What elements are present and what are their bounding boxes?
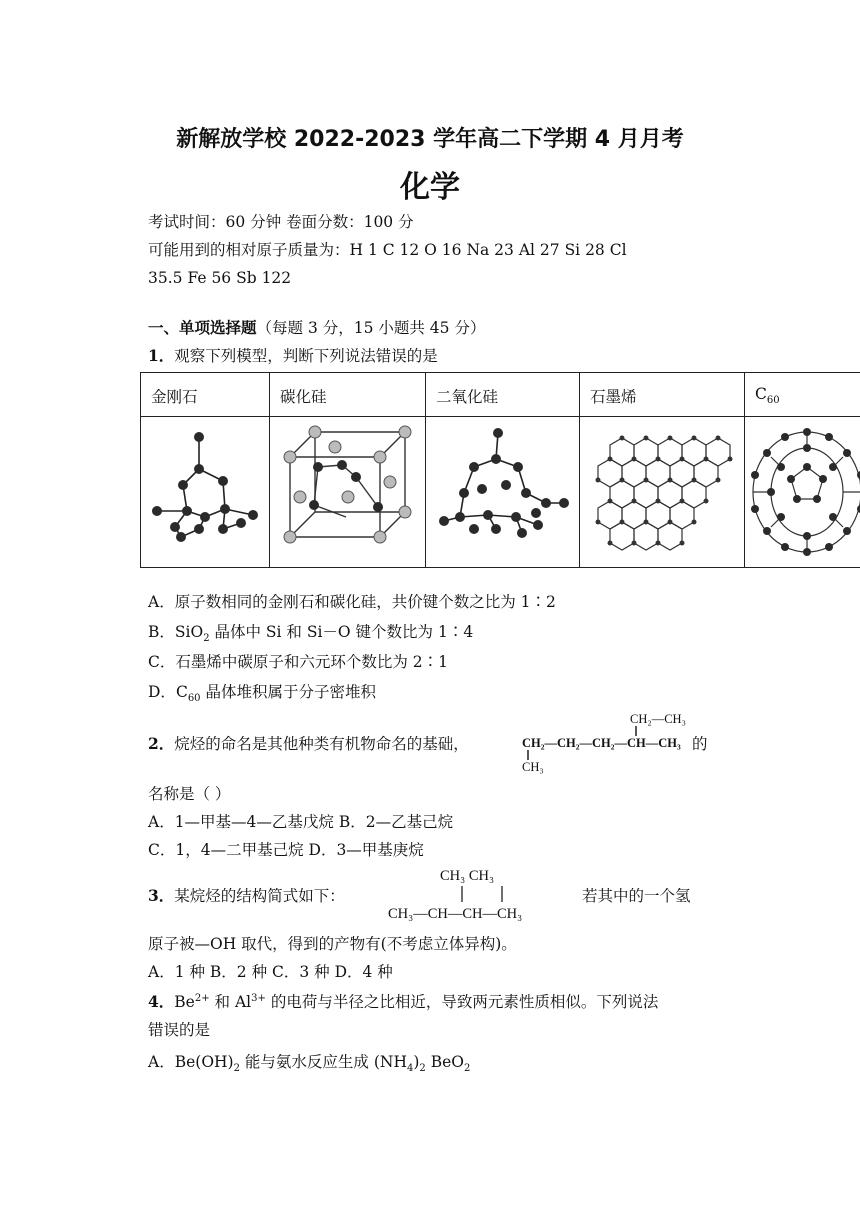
option-label: D． bbox=[148, 683, 176, 701]
formula-sub: 2 bbox=[419, 1063, 426, 1075]
question-text: 烷烃的命名是其他种类有机物命名的基础， bbox=[174, 735, 469, 753]
option-text: 晶体中 Si 和 Si－O 键个数比为 1∶4 bbox=[209, 623, 474, 641]
sio2-model-cell bbox=[426, 417, 580, 568]
question-number: 1． bbox=[148, 346, 175, 365]
q3-formula-bonds bbox=[440, 884, 540, 904]
q3-stem-line2: 原子被—OH 取代，得到的产物有(不考虑立体异构)。 bbox=[148, 935, 517, 953]
graphene-model-cell bbox=[580, 417, 745, 568]
formula-sub: 60 bbox=[187, 693, 201, 705]
formula-al: Al bbox=[234, 993, 252, 1011]
formula: BeO bbox=[425, 1053, 464, 1071]
atomic-mass-line-1: 可能用到的相对原子质量为：H 1 C 12 O 16 Na 23 Al 27 Si 28 Cl bbox=[148, 241, 627, 259]
formula: Be(OH) bbox=[174, 1053, 234, 1071]
question-text: 观察下列模型，判断下列说法错误的是 bbox=[174, 347, 438, 365]
option-label: A． bbox=[148, 1053, 175, 1071]
sic-model-cell bbox=[270, 417, 426, 568]
q1-option-a: A．原子数相同的金刚石和碳化硅，共价键个数之比为 1∶2 bbox=[148, 593, 556, 611]
formula: ) bbox=[413, 1053, 420, 1071]
c60-c: C bbox=[755, 385, 767, 403]
crystal-models-table bbox=[140, 372, 860, 568]
section-note: （每题 3 分，15 小题共 45 分） bbox=[256, 319, 486, 337]
formula-sub: 2 bbox=[463, 1063, 471, 1075]
model-label-sio2: 二氧化硅 bbox=[426, 373, 580, 417]
model-label-graphene: 石墨烯 bbox=[580, 373, 745, 417]
charge-sup: 3+ bbox=[251, 992, 266, 1004]
option-text: 能与氨水反应生成 bbox=[239, 1053, 374, 1071]
c60-sub: 60 bbox=[766, 395, 780, 407]
q2-formula-bottom: CH₃ bbox=[522, 760, 544, 774]
model-label-sic: 碳化硅 bbox=[270, 373, 426, 417]
section-title: 一、单项选择题 bbox=[148, 318, 257, 337]
connector-text: 和 bbox=[209, 993, 235, 1011]
model-label-diamond: 金刚石 bbox=[141, 373, 270, 417]
q4-option-a bbox=[148, 1052, 471, 1075]
c60-model-image bbox=[745, 417, 860, 563]
q3-formula-main: CH₃—CH—CH—CH₃ bbox=[388, 906, 523, 922]
exam-time-line: 考试时间：60 分钟 卷面分数：100 分 bbox=[148, 213, 414, 231]
option-text: 晶体堆积属于分子密堆积 bbox=[200, 683, 376, 701]
section-heading bbox=[148, 318, 485, 338]
q1-option-b bbox=[148, 622, 474, 645]
charge-sup: 2+ bbox=[194, 992, 210, 1004]
formula-sub: 2 bbox=[233, 1063, 240, 1075]
formula-sub: 4 bbox=[406, 1063, 414, 1075]
question-number: 2． bbox=[148, 734, 175, 753]
atomic-mass-line-2: 35.5 Fe 56 Sb 122 bbox=[148, 269, 292, 287]
sio2-model-image bbox=[426, 417, 579, 563]
q1-option-c: C．石墨烯中碳原子和六元环个数比为 2∶1 bbox=[148, 653, 449, 671]
model-label-c60 bbox=[745, 373, 860, 417]
exam-title: 新解放学校 2022-2023 学年高二下学期 4 月月考 bbox=[176, 127, 684, 152]
option-label: B． bbox=[148, 623, 175, 641]
graphene-model-image bbox=[580, 417, 744, 563]
formula-be: Be bbox=[174, 993, 195, 1011]
formula-sio: SiO bbox=[174, 623, 204, 641]
question-text: 的电荷与半径之比相近，导致两元素性质相似。下列说法 bbox=[265, 993, 659, 1011]
subject-title: 化学 bbox=[400, 170, 460, 205]
q3-formula-top: CH₃ CH₃ bbox=[440, 868, 495, 884]
question-1-stem bbox=[148, 346, 438, 366]
question-4-stem bbox=[148, 992, 658, 1012]
question-number: 3． bbox=[148, 886, 175, 905]
formula: (NH bbox=[373, 1053, 407, 1071]
q3-options: A．1 种 B．2 种 C．3 种 D．4 种 bbox=[148, 963, 393, 981]
question-2-stem bbox=[148, 734, 469, 754]
question-3-stem bbox=[148, 886, 345, 906]
formula-c: C bbox=[175, 683, 188, 701]
q2-stem-line2: 名称是（ ） bbox=[148, 785, 231, 803]
q2-options-cd: C．1，4—二甲基己烷 D．3—甲基庚烷 bbox=[148, 841, 424, 859]
q3-stem-end: 若其中的一个氢 bbox=[582, 887, 691, 905]
question-number: 4． bbox=[148, 992, 175, 1011]
q1-option-d bbox=[148, 682, 376, 705]
q2-formula-top: CH₂—CH₃ bbox=[630, 712, 686, 726]
q2-formula-bonds bbox=[520, 724, 650, 764]
q4-stem-line2: 错误的是 bbox=[148, 1021, 211, 1039]
formula-sub: 2 bbox=[203, 633, 210, 645]
diamond-model-image bbox=[141, 417, 269, 563]
q2-options-ab: A．1—甲基—4—乙基戊烷 B．2—乙基己烷 bbox=[148, 813, 454, 831]
q2-formula-main: CH₂—CH₂—CH₂—CH—CH₃ bbox=[522, 736, 681, 750]
c60-model-cell bbox=[745, 417, 860, 568]
sic-model-image bbox=[270, 417, 425, 563]
diamond-model-cell bbox=[141, 417, 270, 568]
question-text: 某烷烃的结构简式如下： bbox=[174, 887, 345, 905]
q2-stem-end: 的 bbox=[692, 735, 708, 753]
